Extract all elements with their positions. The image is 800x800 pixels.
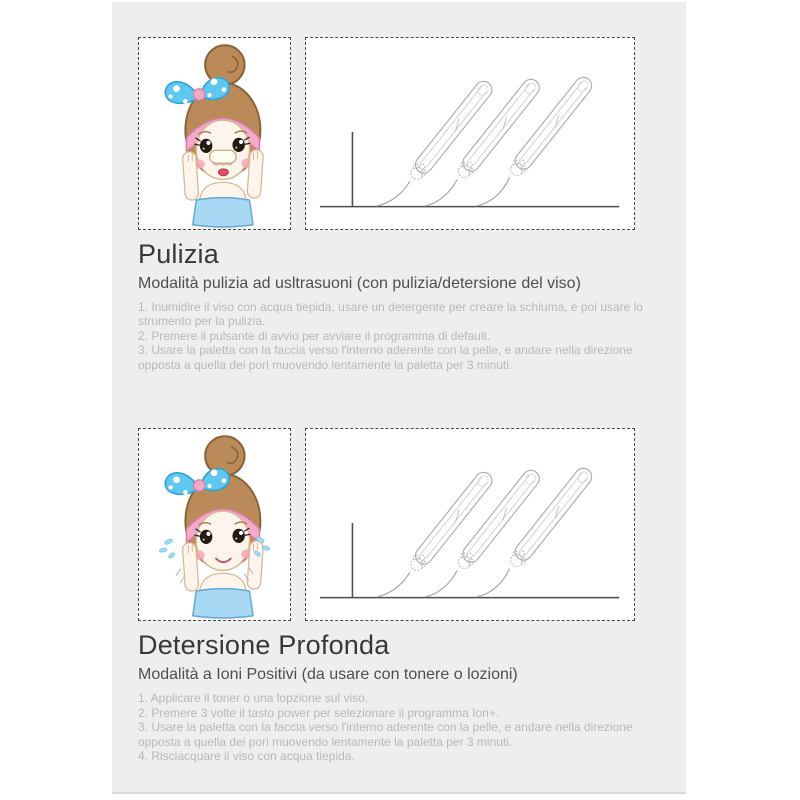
instruction-steps [138,300,658,373]
section-pulizia [112,37,686,372]
instruction-step: 3. Usare la paletta con la faccia verso l'interno aderente con la pelle, e andare nella direzione opposta a quella dei pori muovendo lentamente la paletta per 3 minuti. [138,720,633,749]
instruction-step: 2. Premere il pulsante di avvio per avviare il programma di default. [138,328,491,343]
content-panel [112,2,686,794]
instruction-step: 3. Usare la paletta con la faccia verso l'interno aderente con la pelle, e andare nella direzione opposta a quella dei pori muovendo lentamente la paletta per 3 minuti. [138,343,633,372]
device-angle-diagram [307,429,633,620]
section-title: Detersione Profonda [138,630,390,661]
instruction-step: 4. Risciacquare il viso con acqua tiepida. [138,749,355,764]
section-title: Pulizia [138,239,219,269]
illustration-row [138,428,686,621]
cartoon-girl-nose-strip-illustration [140,38,289,229]
instruction-step: 2. Premere 3 volte il tasto power per selezionare il programma Ion+. [138,705,500,720]
instruction-step: 1. Applicare il toner o una lopzione sul viso. [138,691,369,706]
illustration-box-device [305,37,635,230]
illustration-box-device [305,428,635,621]
instruction-step: 1. Inumidire il viso con acqua tiepida, usare un detergente per creare la schiuma, e poi usare lo strumento per la pulizia. [138,299,643,329]
illustration-box-girl [138,37,291,230]
instruction-steps [138,691,658,764]
illustration-row [138,37,686,230]
device-angle-diagram [307,38,633,229]
illustration-box-girl [138,428,291,621]
cartoon-girl-smiling-illustration [140,429,289,620]
section-subtitle: Modalità a Ioni Positivi (da usare con tonere o lozioni) [138,666,518,684]
section-subtitle: Modalità pulizia ad usltrasuoni (con pulizia/detersione del viso) [138,274,581,292]
section-detersione-profonda [112,428,686,763]
